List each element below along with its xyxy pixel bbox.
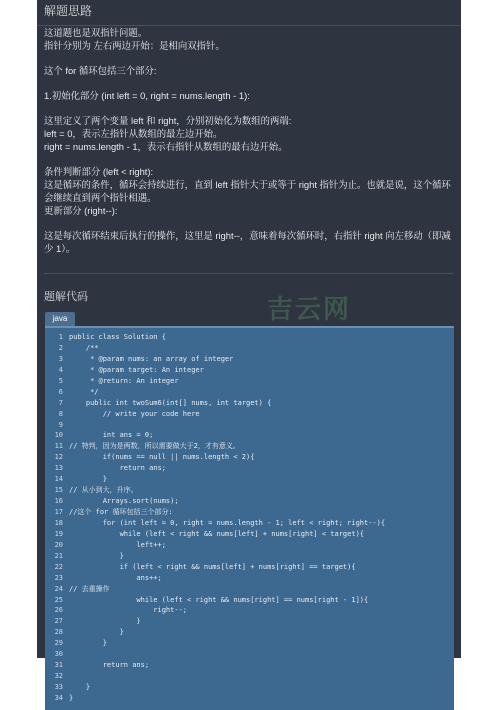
code-line	[45, 595, 454, 606]
line-number: 32	[54, 672, 63, 681]
code-line	[45, 420, 454, 431]
line-number: 17	[54, 508, 63, 516]
paragraph-line: 更新部分 (right--):	[44, 205, 118, 216]
code-line	[45, 332, 454, 343]
code-text: * @param nums: an array of integer	[69, 354, 234, 363]
code-text: }	[69, 617, 141, 626]
code-text: while (left < right && nums[right] == nums[right - 1]){	[69, 595, 369, 604]
line-number: 31	[54, 661, 63, 670]
code-line	[45, 354, 454, 365]
solution-heading: 解题思路	[37, 0, 461, 26]
line-number: 16	[54, 497, 63, 506]
code-text: int ans = 0;	[69, 431, 154, 440]
code-text: while (left < right && nums[left] + nums[right] < target){	[69, 529, 365, 538]
code-line	[45, 638, 454, 649]
code-text: // 特判，因为是两数，所以需要做大于2，才有意义。	[69, 442, 240, 451]
code-line	[45, 616, 454, 627]
code-line	[45, 441, 454, 452]
code-line	[45, 529, 454, 540]
line-number: 10	[54, 431, 63, 440]
paragraph-line: 这个 for 循环包括三个部分:	[44, 65, 157, 76]
code-text: //这个 for 循环包括三个部分:	[69, 508, 173, 516]
code-line	[45, 409, 454, 420]
code-text: * @param target: An integer	[69, 365, 204, 374]
paragraph-line: right = nums.length - 1，表示右指针从数组的最右边开始。	[44, 141, 288, 152]
code-text: if (left < right && nums[left] + nums[right] == target){	[69, 562, 356, 571]
code-line	[45, 573, 454, 584]
paragraph-line: 1.初始化部分 (int left = 0, right = nums.length - 1):	[44, 90, 250, 101]
code-line	[45, 365, 454, 376]
code-line	[45, 671, 454, 682]
code-line	[45, 485, 454, 496]
line-number: 18	[54, 518, 63, 527]
code-text: for (int left = 0, right = nums.length - 1; left < right; right--){	[69, 518, 386, 527]
code-text: }	[69, 475, 107, 484]
line-number: 6	[58, 387, 63, 396]
code-text: // 从小到大，升序。	[69, 486, 138, 495]
code-text: */	[69, 387, 99, 396]
line-number: 9	[58, 420, 63, 429]
code-text: return ans;	[69, 464, 166, 473]
line-number: 33	[54, 683, 63, 691]
line-number: 14	[54, 475, 63, 484]
code-line	[45, 518, 454, 529]
code-text: right--;	[69, 606, 188, 615]
solution-text	[37, 26, 461, 267]
code-text: }	[69, 628, 124, 637]
code-text: * @return: An integer	[69, 376, 179, 385]
line-number: 28	[54, 628, 63, 637]
paragraph-line: 条件判断部分 (left < right):	[44, 166, 154, 177]
paragraph	[44, 89, 454, 102]
code-text: if(nums == null || nums.length < 2){	[69, 453, 255, 462]
line-number: 20	[54, 540, 63, 549]
code-line	[45, 660, 454, 671]
line-number: 30	[54, 650, 63, 659]
paragraph-line: left = 0，表示左指针从数组的最左边开始。	[44, 128, 223, 139]
line-number: 15	[54, 486, 63, 495]
code-text: Arrays.sort(nums);	[69, 497, 179, 506]
paragraph-line: 这道题也是双指针问题。	[44, 27, 148, 38]
line-number: 23	[54, 573, 63, 582]
line-number: 25	[54, 595, 63, 604]
code-line	[45, 627, 454, 638]
code-line	[45, 682, 454, 693]
code-text: }	[69, 639, 107, 648]
code-line	[45, 474, 454, 485]
line-number: 4	[58, 365, 63, 374]
paragraph	[44, 114, 454, 153]
line-number: 3	[58, 354, 63, 363]
code-line	[45, 693, 454, 704]
line-number: 11	[54, 442, 63, 451]
line-number: 26	[54, 606, 63, 615]
line-number: 34	[54, 693, 63, 702]
code-line	[45, 605, 454, 616]
code-line	[45, 376, 454, 387]
code-text: }	[69, 693, 74, 702]
code-line	[45, 551, 454, 562]
code-text: public int twoSum6(int[] nums, int target) {	[69, 398, 272, 407]
line-number: 21	[54, 551, 63, 560]
code-line	[45, 507, 454, 518]
code-line	[45, 430, 454, 441]
code-text: public class Solution {	[69, 333, 166, 341]
code-line	[45, 343, 454, 354]
code-text: ans++;	[69, 573, 162, 582]
code-line	[45, 452, 454, 463]
line-number: 2	[58, 343, 63, 352]
code-line	[45, 649, 454, 660]
code-text: // write your code here	[69, 409, 200, 418]
code-block	[45, 326, 454, 710]
line-number: 12	[54, 453, 63, 462]
line-number: 22	[54, 562, 63, 571]
code-line	[45, 562, 454, 573]
code-text: }	[69, 551, 124, 560]
paragraph	[44, 26, 454, 52]
code-line	[45, 398, 454, 409]
code-text: left++;	[69, 540, 166, 549]
code-line	[45, 496, 454, 507]
line-number: 27	[54, 617, 63, 626]
line-number: 29	[54, 639, 63, 648]
line-number: 5	[58, 376, 63, 385]
code-text: return ans;	[69, 661, 150, 670]
paragraph	[44, 64, 454, 77]
code-line	[45, 584, 454, 595]
paragraph-line: 指针分别为 左右两边开始：是相向双指针。	[44, 40, 225, 51]
paragraph	[44, 165, 454, 217]
code-text: }	[69, 683, 91, 691]
watermark: 吉云网	[267, 294, 352, 324]
line-number: 1	[58, 333, 63, 341]
line-number: 7	[58, 398, 63, 407]
paragraph-line: 这是循环的条件，循环会持续进行，直到 left 指针大于或等于 right 指针为止。也就是说，这个循环会继续直到两个指针相遇。	[44, 179, 451, 203]
code-line	[45, 387, 454, 398]
line-number: 24	[54, 584, 63, 593]
code-line	[45, 463, 454, 474]
tab-java[interactable]: java	[45, 312, 75, 326]
article-panel	[37, 0, 461, 702]
line-number: 13	[54, 464, 63, 473]
paragraph	[44, 229, 454, 255]
code-line	[45, 540, 454, 551]
code-text: // 去重操作	[69, 584, 110, 593]
paragraph-line: 这里定义了两个变量 left 和 right，分别初始化为数组的两端:	[44, 115, 292, 126]
line-number: 8	[58, 409, 63, 418]
code-heading: 题解代码	[44, 291, 88, 303]
line-number: 19	[54, 529, 63, 538]
code-text: /**	[69, 343, 99, 352]
paragraph-line: 这是每次循环结束后执行的操作，这里是 right--，意味着每次循环时，右指针 right 向左移动（即减少 1）。	[44, 230, 451, 254]
